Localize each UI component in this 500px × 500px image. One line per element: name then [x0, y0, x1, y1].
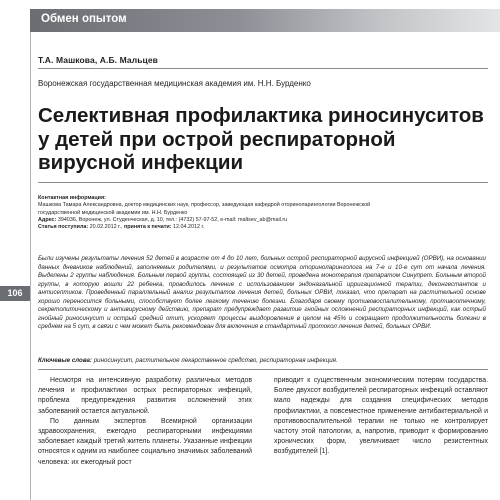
contact-line: Машкова Тамара Александровна, доктор медицинских наук, профессор, заведующая кафедрой оториноларингологии Воронежской [38, 202, 371, 209]
email-label: e-mail: [220, 216, 237, 223]
body-column-right [274, 376, 488, 458]
left-margin-rule [30, 32, 31, 500]
keywords-label: Ключевые слова: [38, 357, 92, 364]
body-paragraph: Несмотря на интенсивную разработку различных методов лечения и профилактики острых респираторных инфекций, проблема предупреждения развития осложнений этих заболеваний остается актуальной. [38, 377, 252, 415]
article-title: Селективная профилактика риносинуситов у детей при острой респираторной вирусной инфекции [38, 104, 484, 174]
affiliation: Воронежская государственная медицинская академия им. Н.Н. Бурденко [38, 79, 311, 88]
phone-label: тел.: [165, 216, 178, 223]
authors: Т.А. Машкова, А.Б. Мальцев [38, 55, 158, 65]
contact-line: государственной медицинской академии им. Н.Н. Бурденко [38, 209, 188, 216]
body-paragraph: приводит к существенным экономическим потерям государства. Более двухсот возбудителей респираторных инфекций оставляют мало надежды для создания специфических методов профилактики, а повсеместное применение антибактериальной и противовоспалительной терапии не только не контролирует частоту этой патологии, а, напротив, приводит к формированию хронических форм, увеличивает число резистентных возбудителей [1]. [274, 377, 488, 456]
body-paragraph: По данным экспертов Всемирной организации здравоохранения, ежегодно респираторными инфекциями заболевает каждый третий житель планеты. Указанные инфекции относятся к одним из наиболее социально значимых заболеваний человека: их ежегодный рост [38, 417, 252, 466]
body-column-left [38, 376, 252, 468]
divider [38, 369, 488, 370]
address-value: 394036, Воронеж, ул. Студенческая, д. 10, [57, 216, 165, 223]
accepted-label: принята к печати: [123, 224, 172, 231]
section-label: Обмен опытом [41, 13, 127, 25]
email-value: maltsev_ab@mail.ru [237, 216, 288, 223]
contact-dates-line [38, 224, 478, 231]
page-number: 106 [0, 286, 30, 301]
section-header-bar [30, 9, 500, 32]
divider [38, 68, 488, 69]
divider [38, 182, 488, 183]
contact-label: Контактная информация: [38, 195, 106, 201]
accepted-value: 12.04.2012 г. [173, 224, 205, 231]
contact-info [38, 195, 478, 231]
keywords-text: риносинусит, растительное лекарственное средство, респираторная инфекция. [93, 357, 338, 364]
contact-address-line [38, 217, 478, 224]
abstract: Были изучены результаты лечения 52 детей в возрасте от 4 до 10 лет, больных острой респираторной вирусной инфекцией (ОРВИ), на основании данных дневников наблюдений, заполняемых родителями, и результатов осмотра оториноларинголога на 7-е и 10-е сут от начала лечения. Выделены 2 группы наблюдения. Больным первой группы, состоящей из 30 детей, проведена монотерапия препаратом Синупрет. Больным второй группы, в которую вошли 22 ребенка, проводилось лечение с использованием эндоназальной ирригационной терапии, деконгестантов и антисептиков. Проведенный параллельный анализ результатов лечения детей, больных ОРВИ, показал, что препарат на растительной основе хорошо переносится больными, способствует более легкому течению болезни. Благодаря своему противовоспалительному, противоотечному, секретолитическому и антивирусному действию, препарат предупреждает развитие гнойных осложнений респираторных инфекций, как острый гнойный риносинусит и острый средний отит, ускоряет процессы выздоровления в целом на 45% и сокращает продолжительность болезни в среднем на 5 сут, в связи с чем может быть рекомендован для включения в стандартный протокол лечения детей, больных ОРВИ. [38, 255, 486, 330]
address-label: Адрес: [38, 216, 57, 223]
phone-value: (4732) 57-97-52, [178, 216, 219, 223]
dates-label: Статья поступила: [38, 224, 89, 231]
keywords [38, 357, 486, 366]
dates-value: 20.02.2012 г., [89, 224, 123, 231]
